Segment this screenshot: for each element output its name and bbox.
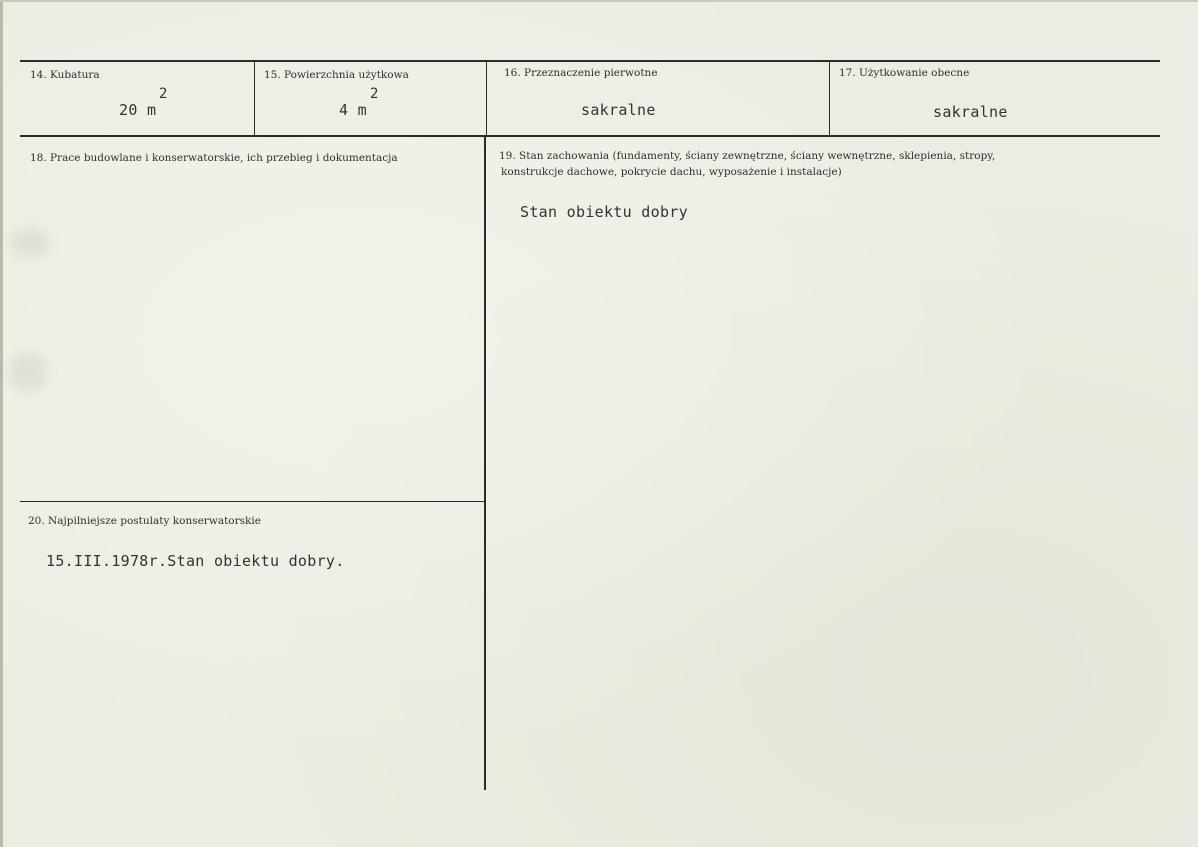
col-divider-1 (254, 61, 255, 136)
uzytkowanie-label: 17. Użytkowanie obecne (839, 67, 970, 79)
main-vertical-divider (484, 136, 486, 790)
przeznaczenie-label: 16. Przeznaczenie pierwotne (504, 67, 658, 79)
stain (8, 352, 48, 392)
przeznaczenie-value: sakralne (581, 101, 656, 119)
uzytkowanie-value: sakralne (933, 103, 1008, 121)
stan-label-line1: 19. Stan zachowania (fundamenty, ściany zewnętrzne, ściany wewnętrzne, sklepienia, stropy, (499, 150, 996, 162)
postulaty-value: 15.III.1978r.Stan obiektu dobry. (46, 552, 345, 570)
kubatura-unit-exponent: 2 (159, 86, 168, 102)
col-divider-2 (486, 61, 487, 136)
row1-bottom-rule (20, 135, 1160, 137)
card-edge-left (0, 0, 3, 847)
powierzchnia-label: 15. Powierzchnia użytkowa (264, 69, 409, 81)
stan-value: Stan obiektu dobry (520, 203, 688, 221)
kubatura-value: 20 m (119, 101, 157, 119)
powierzchnia-unit-exponent: 2 (370, 86, 379, 102)
table-top-rule (20, 60, 1160, 62)
kubatura-label: 14. Kubatura (30, 69, 100, 81)
section20-top-rule (20, 501, 485, 502)
postulaty-label: 20. Najpilniejsze postulaty konserwatorskie (28, 515, 261, 527)
powierzchnia-value: 4 m (339, 101, 367, 119)
stan-label-line2: konstrukcje dachowe, pokrycie dachu, wyposażenie i instalacje) (501, 166, 842, 178)
card-edge-top (0, 0, 1198, 2)
prace-label: 18. Prace budowlane i konserwatorskie, ich przebieg i dokumentacja (30, 152, 398, 164)
col-divider-3 (829, 61, 830, 136)
stain (10, 228, 50, 258)
